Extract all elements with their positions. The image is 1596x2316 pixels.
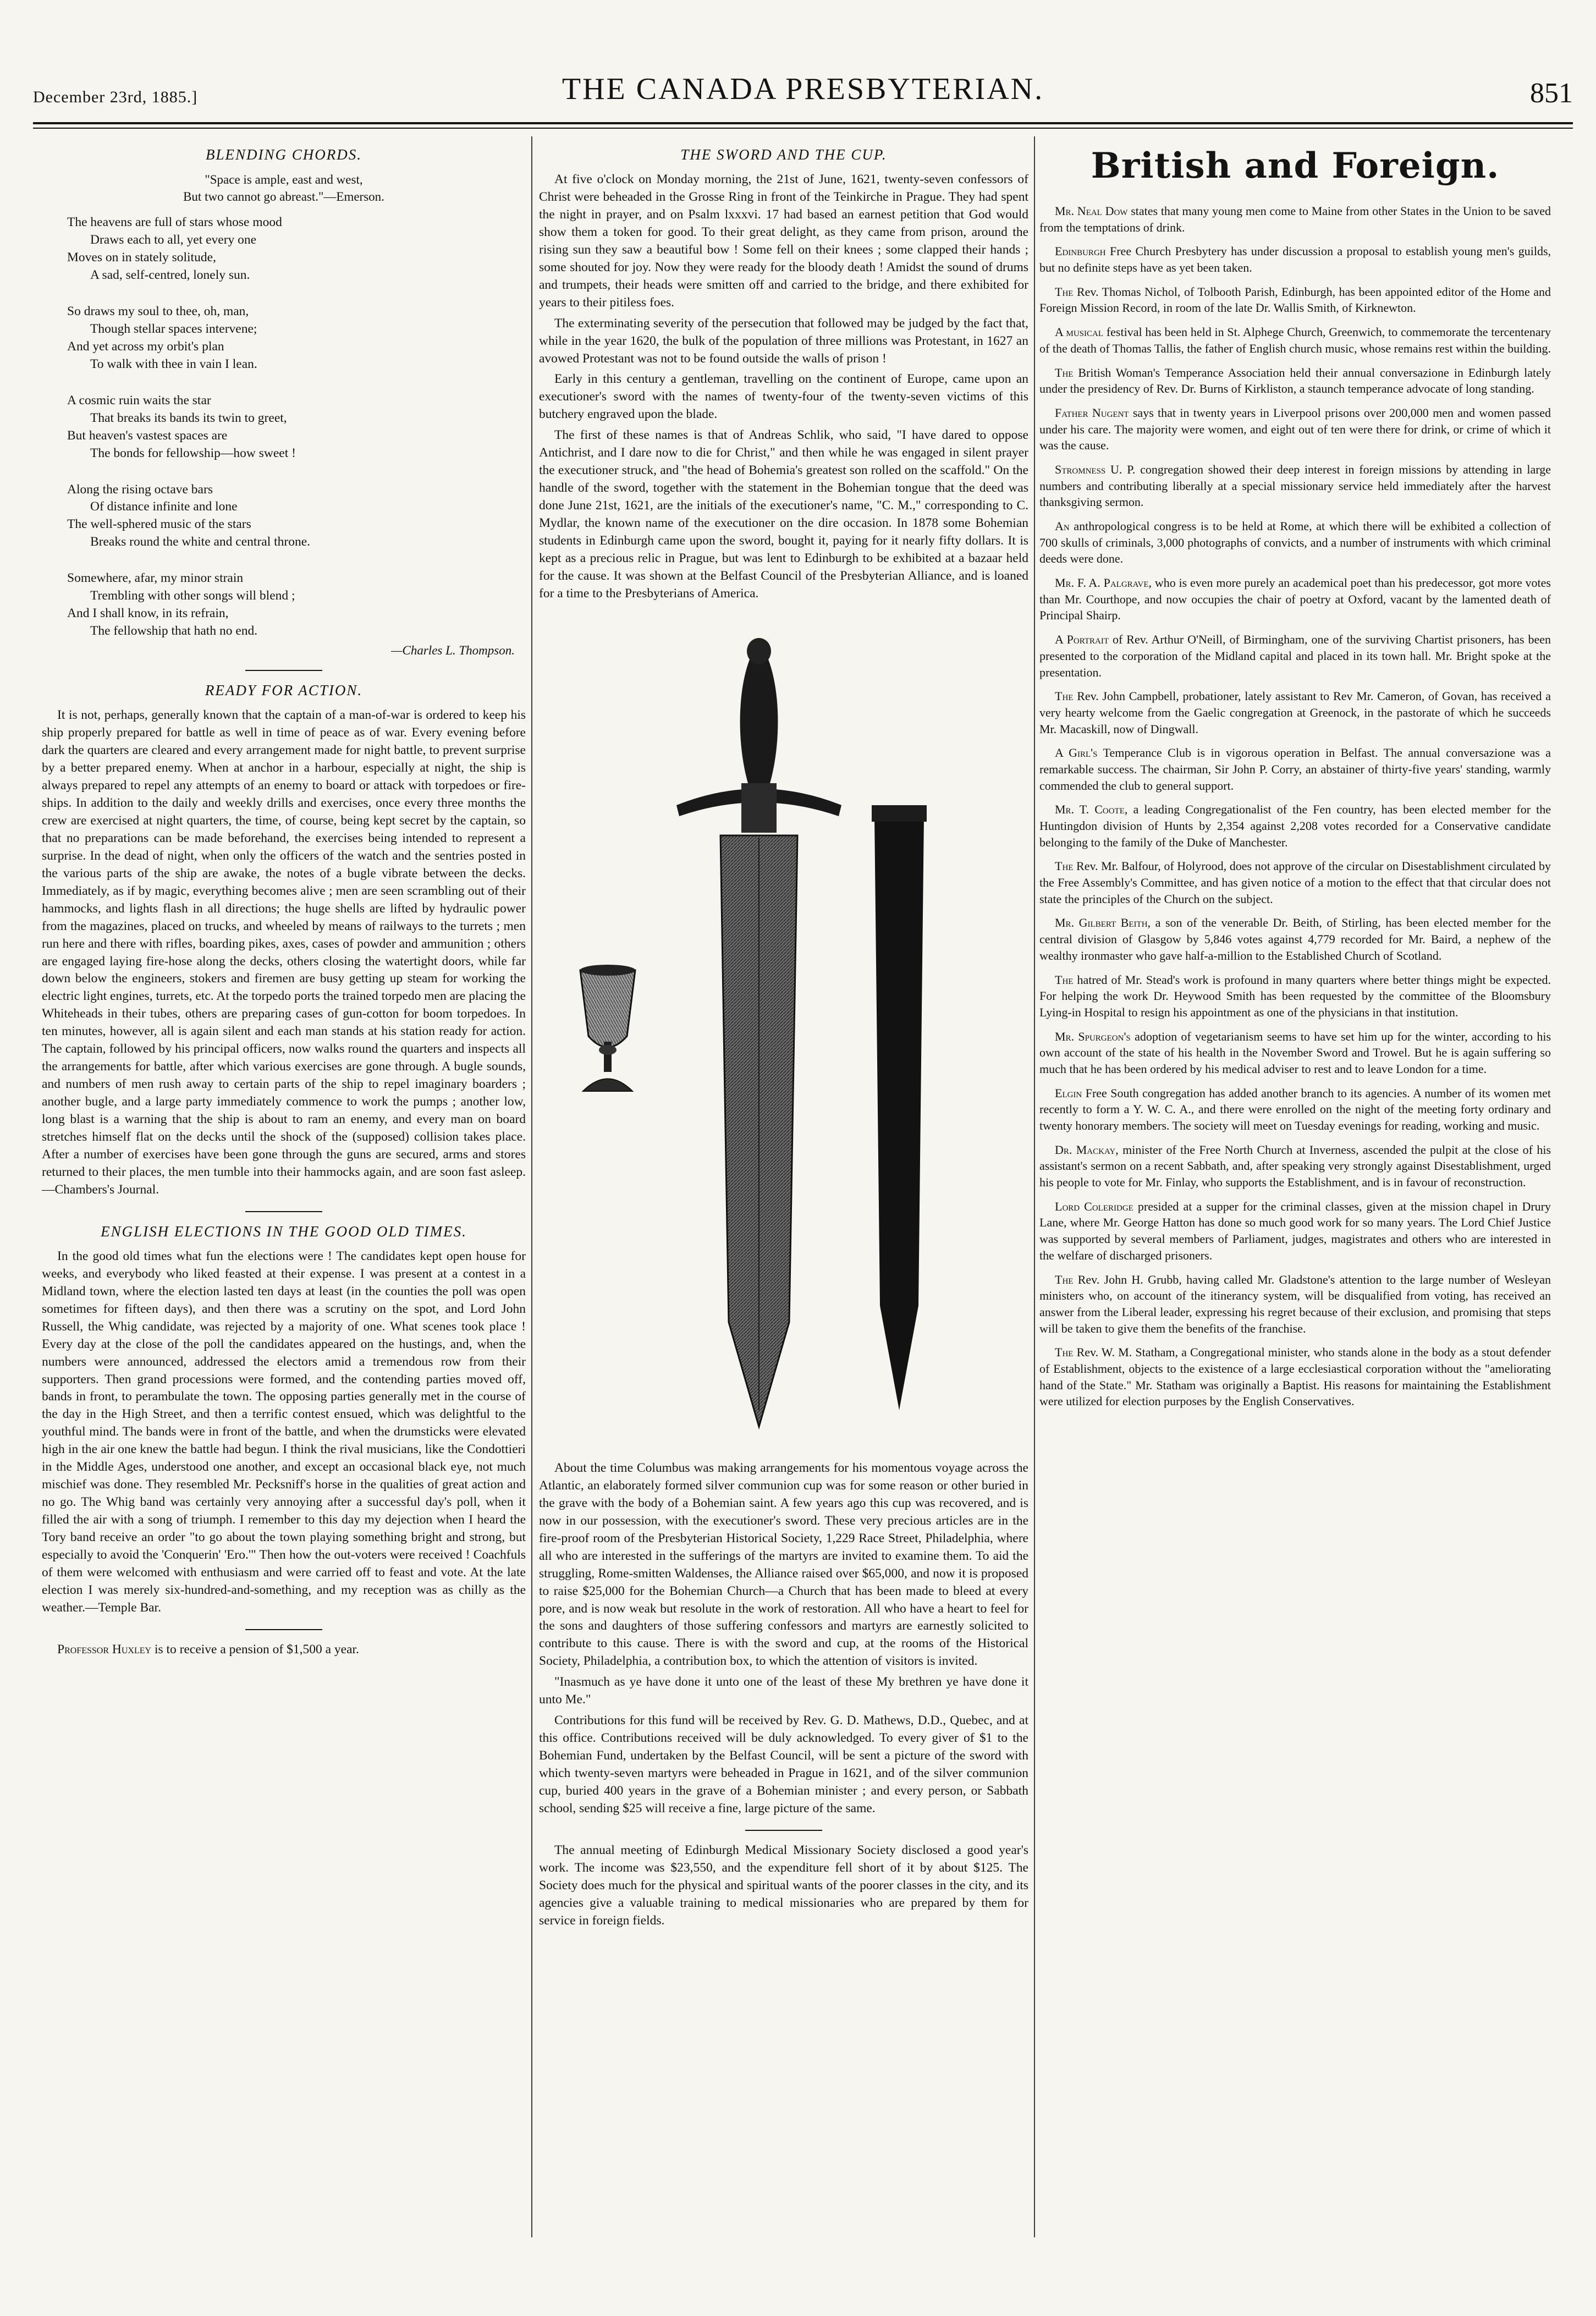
news-lead: Mr. Neal Dow: [1055, 204, 1128, 218]
poem-stanza: [67, 392, 526, 463]
poem-line: Draws each to all, yet every one: [90, 233, 257, 247]
news-lead: Lord Coleridge: [1055, 1199, 1133, 1213]
article-paragraph: "Inasmuch as ye have done it unto one of the least of these My brethren ye have done it unto Me.": [539, 1675, 1028, 1707]
news-text: Free Church Presbytery has under discussion a proposal to establish young men's guilds, but no definite steps have as yet been taken.: [1039, 244, 1551, 275]
column-divider-2: [1034, 136, 1035, 2237]
news-text: Rev. Thomas Nichol, of Tolbooth Parish, Edinburgh, has been appointed editor of the Home and Foreign Mission Record, in room of the late Dr. Wallis Smith, of Kirknewton.: [1039, 284, 1551, 315]
news-list: [1039, 203, 1551, 1410]
news-text: British Woman's Temperance Association held their annual conversazione in Edinburgh lately under the presidency of Rev. Dr. Burns of Kirkliston, a staunch temperance advocate of long standing.: [1039, 365, 1551, 396]
news-item: [1039, 1085, 1551, 1134]
epigraph-line: But two cannot go abreast."—Emerson.: [183, 190, 384, 204]
news-text: states that many young men come to Maine from other States in the Union to be saved from the temptations of drink.: [1039, 204, 1551, 234]
news-lead: Mr. Spurgeon's: [1055, 1029, 1131, 1043]
news-item: [1039, 1142, 1551, 1191]
poem-line: And yet across my orbit's plan: [67, 339, 224, 354]
sword-and-cup-engraving: [539, 618, 1028, 1443]
news-lead: The: [1055, 284, 1074, 299]
poem-epigraph: [42, 171, 526, 205]
article-title: THE SWORD AND THE CUP.: [680, 146, 887, 163]
issue-date: December 23rd, 1885.]: [33, 88, 198, 106]
news-text: who is even more purely an academical poet than his predecessor, got more votes than Mr. Courthope, and now occupies the chair of poetry at Oxford, vacant by the lamented death of Principal Shairp.: [1039, 576, 1551, 623]
article-text: In the good old times what fun the elections were ! The candidates kept open house for weeks, and everybody who liked feasted at their expense. I was present at a contest in a Midland town, where the election lasted ten days at least (in the counties the poll was open sometimes for fifteen days), and then there was a scrutiny on the spot, and Lord John Russell, the Whig candidate, was rejected by a majority of one. What scenes took place ! Every day at the close of the poll the candidates appeared on the hustings, and, when the numbers were announced, addressed the electors amid a tremendous row from their supporters. Then grand processions were formed, and the contending parties moved off, bands in front, to perambulate the town. The opposing parties generally met in the course of the day in the High Street, and then a terrific contest ensued, which was delightful to the youthful mind. The bands were in front of the battle, and when the drumsticks were elevated high in the air one knew the battle had begun. I think the rival musicians, like the Condottieri in the Middle Ages, understood one another, and except an occasional black eye, not much mischief was done. They resembled Mr. Pecksniff's horse in the qualities of great action and no go. The Whig band was certainly very annoying after a successful day's poll, when it filled the air with a song of triumph. I remember to this day my dejection when I heard the Tory band receive an order "to go about the town playing something bright and strong, but especially to avoid the 'Conquerin' 'Ero.'" Then how the out-voters were received ! Coachfuls of them were welcomed with enthusiasm and were carried off to feast and vote. At the late election I was merely six-hundred-and-something, and my reception was as chilly as the weather.—Temple Bar.: [42, 1248, 526, 1615]
poem-stanza: [67, 303, 526, 373]
news-item: [1039, 801, 1551, 850]
news-text: Rev. John H. Grubb, having called Mr. Gladstone's attention to the large number of Wesleyan ministers who, on account of the itinerancy system, will be disqualified from voting, has received an answer from the Liberal leader, expressing his regret because of their exclusion, and promising that steps will be taken to give them the benefits of the franchise.: [1039, 1272, 1551, 1335]
article-paragraph: Early in this century a gentleman, travelling on the continent of Europe, came upon an executioner's sword with the names of twenty-four of the twenty-seven victims of this butchery engraved upon the blade.: [539, 372, 1028, 422]
news-text: Free South congregation has added another branch to its agencies. A number of its women met recently to form a Y. W. C. A., and there were enrolled on the night of the meeting forty ordinary and twenty honorary members. The society will meet on Tuesday evenings for reading, working and music.: [1039, 1086, 1551, 1132]
article-paragraph: The first of these names is that of Andreas Schlik, who said, "I have dared to oppose Antichrist, and I dare now to die for Christ," and then while he was engaged in silent prayer the executioner struck, and "the head of Bohemia's greatest son rolled on the scaffold." On the handle of the sword, together with the statement in the Bohemian tongue that the deed was done June 21st, 1621, are the initials of the executioner's name, "C. M.," corresponding to C. Mydlar, the known name of the executioner on the dire occasion. In 1878 some Bohemian students in Edinburgh came upon the sword, bought it, paying for it nearly fifty dollars. It is kept as a precious relic in Prague, but was lent to Edinburgh to be exhibited at a bazaar held for the cause. It was shown at the Belfast Council of the Presbyterian Alliance, and is loaned for a time to the Presbyterians of America.: [539, 428, 1028, 601]
news-lead: Stromness: [1055, 462, 1106, 476]
article-paragraph: About the time Columbus was making arrangements for his momentous voyage across the Atlantic, an elaborately formed silver communion cup was for some reason or other buried in the grave with the body of a Bohemian saint. A few years ago this cup was recovered, and is now in our possession, with the executioner's sword. These very precious articles are in the fire-proof room of the Presbyterian Historical Society, 1,229 Race Street, Philadelphia, where all who are interested in the sufferings of the martyrs are invited to examine them. To aid the struggling, Rome-smitten Waldenses, the Alliance raised over $65,000, and now it is proposed to raise $25,000 for the Bohemian Church—a Church that has been made to bleed at every pore, and is now weak but resolute in the work of restoration. All who have a heart to feel for the sons and daughters of those suffering confessors and martyrs are earnestly solicited to contribute to this cause. There is with the sword and cup, at the rooms of the Historical Society, Philadelphia, a contribution box, to which the attention of visitors is invited.: [539, 1460, 1028, 1669]
article-paragraph: The annual meeting of Edinburgh Medical Missionary Society disclosed a good year's work. The income was $23,550, and the expenditure fell short of it by about $125. The Society does much for the physical and spiritual wants of the poorer classes in the city, and its agencies give a valuable training to medical missionaries who are prepared by them for service in foreign fields.: [539, 1842, 1028, 1928]
executioner-sword-icon: [676, 638, 841, 1427]
news-text: Rev. W. M. Statham, a Congregational minister, who stands alone in the body as a stout defender of Establishment, objects to the existence of a large ecclesiastical corporation without the "ameliorating hand of the State." Mr. Statham was originally a Baptist. His reasons for maintaining the Establishment were utilized for election purposes by the English Conservatives.: [1039, 1345, 1551, 1409]
news-item: [1039, 1028, 1551, 1077]
news-lead: A Girl's: [1055, 746, 1098, 760]
news-item: [1039, 405, 1551, 454]
news-item: [1039, 203, 1551, 235]
poem-line: To walk with thee in vain I lean.: [90, 356, 257, 371]
news-item: [42, 1641, 526, 1659]
news-item: [1039, 688, 1551, 737]
poem-line: And I shall know, in its refrain,: [67, 606, 229, 621]
news-item: [1039, 915, 1551, 964]
column-left: [42, 142, 526, 2259]
news-lead: Mr. Gilbert Beith,: [1055, 916, 1151, 930]
news-item: [1039, 518, 1551, 567]
news-lead: The: [1055, 1272, 1074, 1286]
news-text: a leading Congregationalist of the Fen country, has been elected member for the Huntingdon division of Hunts by 2,354 against 2,208 votes recorded for a Conservative candidate belonging to the family of the Duke of Manchester.: [1039, 802, 1551, 849]
news-text: hatred of Mr. Stead's work is profound in many quarters where better things might be expected. For helping the work Dr. Heywood Smith has been requested by the committee of the Bloomsbury Lying-in Hospital to resign his appointment as one of the physicians in that institution.: [1039, 972, 1551, 1019]
news-lead: The: [1055, 689, 1074, 703]
article-title: READY FOR ACTION.: [205, 682, 363, 699]
news-lead: Edinburgh: [1055, 244, 1106, 258]
header-rule: [33, 122, 1573, 124]
news-lead: Elgin: [1055, 1086, 1082, 1100]
news-text: a son of the venerable Dr. Beith, of Stirling, has been elected member for the central division of Glasgow by 5,846 votes against 4,779 recorded for Mr. Baird, a nephew of the wealthy ironmaster who gave half-a-million to the Established Church of Scotland.: [1039, 916, 1551, 962]
poem-line: The heavens are full of stars whose mood: [67, 215, 282, 230]
news-item: [1039, 243, 1551, 276]
communion-cup-icon: [580, 965, 635, 1091]
news-lead: Dr. Mackay,: [1055, 1142, 1119, 1157]
poem-line: That breaks its bands its twin to greet,: [90, 410, 287, 425]
news-lead: The: [1055, 972, 1074, 987]
article-text: It is not, perhaps, generally known that the captain of a man-of-war is ordered to keep his ship properly prepared for battle as well in time of peace as of war. Every evening before dark the quarters are cleared and every arrangement made for night battle, to prevent surprise by a better prepared enemy. When at anchor in a harbour, especially at night, the ship is always prepared to repel any attempts of an enemy to board or attack with torpedoes or fire-ships. In addition to the daily and weekly drills and exercises, once every three months the crew are exercised at night quarters, the time, of course, being kept secret by the captain, so that no preparations can be made beforehand, the exercises being intended to represent a surprise. In the dead of night, when only the officers of the watch and the sentries posted in the various parts of the ship are awake, the notes of a bugle vibrate between the decks. Immediately, as if by magic, everything becomes alive ; men are seen scrambling out of their hammocks, and lights flash in all directions; the huge shells are lifted by hydraulic power from the magazines, placed on trucks, and wheeled by means of railways to the turrets ; men run here and there with rifles, boarding pikes, axes, cases of powder and ammunition ; others are engaged laying fire-hose along the decks, others closing the watertight doors, while far down below the engineers, stokers and firemen are busy getting up steam for working the electric light engines, turrets, etc. At the torpedo ports the trained torpedo men are placing the Whiteheads in their tubes, others are preparing cases of gun-cotton for boom torpedoes. In ten minutes, however, all is again silent and each man stands at his station ready for action. The captain, followed by his principal officers, now walks round the quarters and inspects all the arrangements for battle, after which various exercises are gone through. A bugle sounds, and numbers of men rush away to certain parts of the ship to repel imaginary boarders ; another bugle, and a large party immediately commence to work the pumps ; another low, long blast is a warning that the ship is about to ram an enemy, and every man on board stretches himself flat on the decks until the shock of the (supposed) collision takes place. After a number of exercises have been gone through the guns are secured, arms and stores returned to their places, the men tumble into their hammocks again, and are soon fast asleep.—Chambers's Journal.: [42, 708, 526, 1197]
news-text: Temperance Club is in vigorous operation in Belfast. The annual conversazione was a remarkable success. The chairman, Sir John P. Corry, an abstainer of thirty-five years' standing, warmly commended the club to general support.: [1039, 746, 1551, 793]
news-text: Rev. John Campbell, probationer, lately assistant to Rev Mr. Cameron, of Govan, has received a very hearty welcome from the Gaelic congregation at Greenock, in the pastorate of which he succeeds Mr. Macaskill, now of Dingwall.: [1039, 689, 1551, 736]
news-text: adoption of vegetarianism seems to have set him up for the winter, according to his own account of the state of his health in the November Sword and Trowel. But he is again suffering so much that he has been ordered by his medical adviser to rest and to leave London for a time.: [1039, 1029, 1551, 1076]
poem-body: [67, 214, 526, 640]
news-text: is to receive a pension of $1,500 a year.: [154, 1642, 359, 1657]
poem-author: —Charles L. Thompson.: [391, 643, 515, 658]
poem-line: So draws my soul to thee, oh, man,: [67, 304, 249, 318]
news-lead: The: [1055, 365, 1074, 379]
newspaper-title: THE CANADA PRESBYTERIAN.: [562, 72, 1044, 106]
epigraph-line: "Space is ample, east and west,: [205, 173, 363, 186]
poem-line: But heaven's vastest spaces are: [67, 428, 228, 443]
news-item: [1039, 365, 1551, 397]
news-item: [1039, 972, 1551, 1021]
news-text: presided at a supper for the criminal classes, given at the mission chapel in Drury Lane, where Mr. George Hatton has done so much good work for so many years. The Lord Chief Justice was supported by several members of Parliament, judges, magistrates and others who are interested in the welfare of discharged prisoners.: [1039, 1199, 1551, 1262]
column-divider-1: [531, 136, 532, 2237]
poem-stanza: [67, 214, 526, 284]
page-number: 851: [1530, 78, 1573, 109]
news-text: minister of the Free North Church at Inverness, ascended the pulpit at the close of his assistant's sermon on a recent Sabbath, and, after speaking very strongly against Disestablishment, urged his people to vote for Mr. Finlay, who supports the Establishment, and is in favour of reconstruction.: [1039, 1142, 1551, 1190]
section-divider: [245, 1629, 322, 1630]
section-divider: [245, 1211, 322, 1212]
header-rule-thin: [33, 128, 1573, 129]
news-lead: Professor Huxley: [57, 1642, 152, 1657]
news-item: [1039, 575, 1551, 624]
news-item: [1039, 1272, 1551, 1337]
article-paragraph: The exterminating severity of the persecution that followed may be judged by the fact that, while in the year 1620, the bulk of the population of three millions was Protestant, in 1627 an avowed Protestant was not to be found outside the walls of prison !: [539, 316, 1028, 366]
poem-line: The bonds for fellowship—how sweet !: [90, 445, 296, 460]
news-text: says that in twenty years in Liverpool prisons over 200,000 men and women passed under his care. The majority were women, and eight out of ten were there for drink, or crime of which it was the cause.: [1039, 405, 1551, 453]
poem-stanza: [67, 570, 526, 640]
news-text: anthropological congress is to be held at Rome, at which there will be exhibited a collection of 700 skulls of criminals, 3,000 photographs of convicts, and a number of instruments with which criminal deeds were done.: [1039, 519, 1551, 566]
news-lead: Father Nugent: [1055, 405, 1129, 420]
article-paragraph: At five o'clock on Monday morning, the 21st of June, 1621, twenty-seven confessors of Christ were beheaded in the Grosse Ring in front of the Teinkirche in Prague. They had spent the night in prayer, and on Psalm lxxxvi. 17 had based an earnest petition that God would show them a token for good. To their great delight, as they came from prison, around the rising sun they saw a beautiful bow ! Some fell on their knees ; some clapped their hands ; some shouted for joy. Now they were ready for the bloody death ! Amidst the sound of drums and trumpets, their heads were smitten off and carried to the bridge, and there exhibited for years to their pitiless foes.: [539, 172, 1028, 310]
poem-line: Moves on in stately solitude,: [67, 250, 216, 265]
article-paragraph: Contributions for this fund will be received by Rev. G. D. Mathews, D.D., Quebec, and at this office. Contributions received will be duly acknowledged. To every giver of $1 to the Bohemian Fund, undertaken by the Belfast Council, will be sent a picture of the sword with which twenty-seven martyrs were beheaded in Prague in 1621, and of the silver communion cup, buried 400 years in the grave of a Bohemian minister ; and every person, or Sabbath school, sending $25 will receive a fine, large picture of the same.: [539, 1713, 1028, 1816]
news-lead: The: [1055, 859, 1074, 873]
column-right: [1039, 142, 1551, 2259]
scabbard-icon: [872, 805, 927, 1410]
news-lead: Mr. T. Coote,: [1055, 802, 1128, 817]
poem-line: Of distance infinite and lone: [90, 499, 238, 514]
poem-line: The fellowship that hath no end.: [90, 624, 258, 639]
news-item: [1039, 858, 1551, 907]
poem-stanza: [67, 481, 526, 552]
news-item: [1039, 1344, 1551, 1410]
masthead: [33, 66, 1573, 115]
news-lead: An: [1055, 519, 1070, 533]
news-text: Rev. Mr. Balfour, of Holyrood, does not approve of the circular on Disestablishment circulated by the Free Assembly's Committee, and has given notice of a motion to the effect that that circular does not state the principles of the Church on the subject.: [1039, 859, 1551, 906]
poem-line: Breaks round the white and central throne.: [90, 535, 311, 549]
news-lead: A musical: [1055, 325, 1103, 339]
sword-and-cup-illustration: [539, 618, 1028, 1443]
poem-line: Somewhere, afar, my minor strain: [67, 571, 244, 586]
news-item: [1039, 324, 1551, 356]
news-item: [1039, 1198, 1551, 1264]
article-title: ENGLISH ELECTIONS IN THE GOOD OLD TIMES.: [101, 1223, 467, 1240]
poem-line: Though stellar spaces intervene;: [90, 321, 257, 336]
column-middle: [539, 142, 1028, 2259]
news-item: [1039, 284, 1551, 316]
poem-line: The well-sphered music of the stars: [67, 517, 251, 532]
news-lead: The: [1055, 1345, 1074, 1360]
news-item: [1039, 631, 1551, 680]
section-heading: British and Foreign.: [1091, 145, 1500, 186]
poem-title: BLENDING CHORDS.: [205, 146, 362, 163]
section-divider: [245, 670, 322, 671]
news-item: [1039, 745, 1551, 794]
news-lead: Mr. F. A. Palgrave,: [1055, 576, 1152, 590]
poem-line: A cosmic ruin waits the star: [67, 393, 211, 408]
news-text: festival has been held in St. Alphege Church, Greenwich, to commemorate the tercentenary of the death of Thomas Tallis, the father of English church music, whose remains rest within the building.: [1039, 325, 1551, 355]
section-divider: [745, 1830, 822, 1831]
news-text: U. P. congregation showed their deep interest in foreign missions by attending in large numbers and contributing liberally at a special missionary service held immediately after the harvest thanksgiving sermon.: [1039, 462, 1551, 509]
poem-line: Trembling with other songs will blend ;: [90, 588, 295, 603]
poem-line: A sad, self-centred, lonely sun.: [90, 267, 250, 282]
poem-line: Along the rising octave bars: [67, 482, 213, 497]
news-item: [1039, 461, 1551, 510]
news-lead: A Portrait: [1055, 632, 1109, 647]
news-text: of Rev. Arthur O'Neill, of Birmingham, one of the surviving Chartist prisoners, has been presented to the corporation of the Midland capital and placed in its town hall. Mr. Bright spoke at the presentation.: [1039, 632, 1551, 679]
